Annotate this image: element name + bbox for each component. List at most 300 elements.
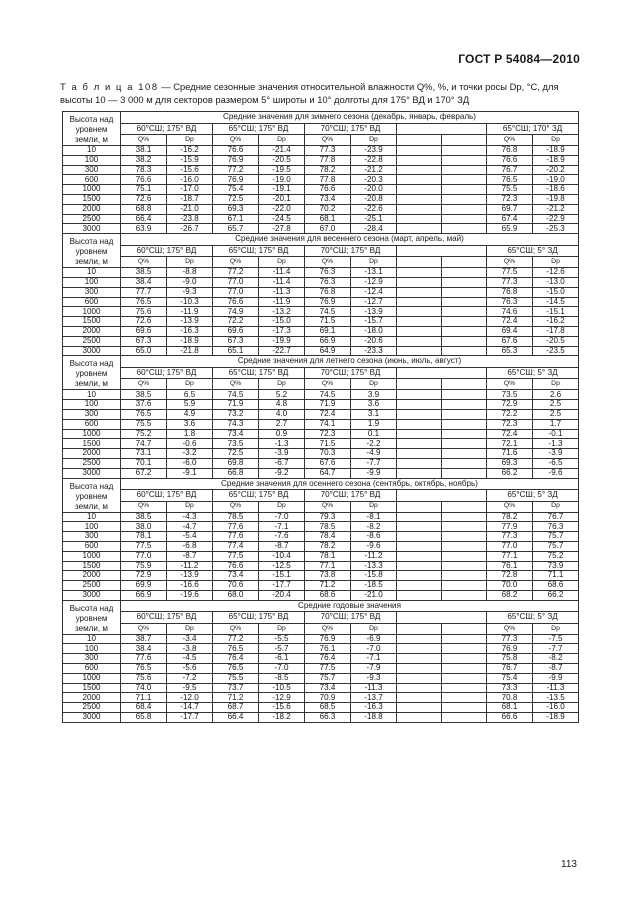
empty-subheader: [397, 257, 442, 268]
value-cell: -8.7: [259, 541, 305, 551]
value-cell: 77.3: [487, 634, 533, 644]
value-cell: -7.2: [167, 673, 213, 683]
value-cell: -4.5: [167, 654, 213, 664]
empty-cell: [397, 512, 442, 522]
value-cell: 69.7: [487, 204, 533, 214]
value-cell: 76.9: [213, 175, 259, 185]
height-cell: 100: [63, 155, 121, 165]
height-cell: 300: [63, 654, 121, 664]
value-cell: -15.6: [167, 165, 213, 175]
value-cell: 77.1: [487, 551, 533, 561]
value-cell: -11.9: [167, 307, 213, 317]
value-cell: -15.6: [259, 703, 305, 713]
value-cell: -22.6: [351, 204, 397, 214]
value-cell: 77.8: [305, 155, 351, 165]
value-cell: -7.1: [259, 522, 305, 532]
value-cell: -9.6: [351, 541, 397, 551]
value-cell: -9.2: [259, 468, 305, 478]
dewpoint-subheader: Dp: [533, 379, 579, 390]
value-cell: 72.3: [487, 194, 533, 204]
value-cell: 76.6: [121, 175, 167, 185]
quantity-header-row: [63, 135, 579, 146]
value-cell: -9.1: [167, 468, 213, 478]
empty-cell: [442, 683, 487, 693]
height-cell: 3000: [63, 590, 121, 600]
height-cell: 3000: [63, 224, 121, 234]
empty-cell: [397, 532, 442, 542]
humidity-subheader: Q%: [213, 623, 259, 634]
empty-cell: [442, 693, 487, 703]
table-row: [63, 297, 579, 307]
value-cell: -12.5: [259, 561, 305, 571]
value-cell: -12.4: [351, 287, 397, 297]
empty-cell: [397, 703, 442, 713]
value-cell: 73.1: [121, 449, 167, 459]
value-cell: -13.9: [167, 571, 213, 581]
value-cell: 73.4: [305, 683, 351, 693]
dewpoint-subheader: Dp: [167, 257, 213, 268]
empty-cell: [442, 317, 487, 327]
empty-cell: [397, 458, 442, 468]
empty-subheader: [397, 379, 442, 390]
value-cell: -20.5: [533, 336, 579, 346]
empty-cell: [442, 287, 487, 297]
empty-cell: [397, 683, 442, 693]
empty-cell: [397, 194, 442, 204]
value-cell: -15.7: [351, 317, 397, 327]
section-title: Средние значения для летнего сезона (июнь, июль, август): [121, 356, 579, 368]
empty-cell: [397, 522, 442, 532]
value-cell: 64.9: [305, 346, 351, 356]
value-cell: -18.9: [533, 713, 579, 723]
value-cell: 76.9: [305, 634, 351, 644]
zone-header: 60°СШ; 175° ВД: [121, 123, 213, 135]
value-cell: 72.4: [487, 317, 533, 327]
value-cell: 76.6: [305, 185, 351, 195]
empty-subheader: [397, 501, 442, 512]
value-cell: -8.7: [533, 664, 579, 674]
empty-subheader: [442, 623, 487, 634]
empty-cell: [442, 204, 487, 214]
dewpoint-subheader: Dp: [533, 257, 579, 268]
value-cell: 68.1: [305, 214, 351, 224]
value-cell: 66.9: [121, 590, 167, 600]
table-row: [63, 155, 579, 165]
value-cell: 71.2: [305, 581, 351, 591]
value-cell: 74.3: [213, 419, 259, 429]
table-row: [63, 571, 579, 581]
dewpoint-subheader: Dp: [167, 379, 213, 390]
empty-cell: [397, 561, 442, 571]
value-cell: 65.0: [121, 346, 167, 356]
height-cell: 600: [63, 541, 121, 551]
value-cell: 66.8: [213, 468, 259, 478]
table-row: [63, 346, 579, 356]
value-cell: 76.4: [213, 654, 259, 664]
value-cell: -10.4: [259, 551, 305, 561]
value-cell: 38.4: [121, 277, 167, 287]
height-cell: 100: [63, 277, 121, 287]
zone-header: 65°СШ; 175° ВД: [213, 123, 305, 135]
value-cell: 2.5: [533, 409, 579, 419]
value-cell: 66.2: [487, 468, 533, 478]
empty-cell: [397, 185, 442, 195]
value-cell: -15.8: [351, 571, 397, 581]
zone-header: 65°СШ; 175° ВД: [213, 490, 305, 502]
empty-cell: [442, 390, 487, 400]
humidity-subheader: Q%: [487, 379, 533, 390]
value-cell: -3.4: [167, 634, 213, 644]
empty-cell: [442, 654, 487, 664]
zone-header: 65°СШ; 5° ЗД: [487, 490, 579, 502]
value-cell: 63.9: [121, 224, 167, 234]
empty-cell: [397, 468, 442, 478]
table-row: [63, 551, 579, 561]
value-cell: 75.4: [487, 673, 533, 683]
empty-cell: [397, 419, 442, 429]
zone-header-row: [63, 123, 579, 135]
height-cell: 2000: [63, 204, 121, 214]
value-cell: -1.3: [533, 439, 579, 449]
dewpoint-subheader: Dp: [259, 379, 305, 390]
empty-cell: [442, 297, 487, 307]
height-cell: 1000: [63, 307, 121, 317]
height-column-header: Высота над уровнем земли, м: [63, 234, 121, 268]
page-number: 113: [561, 859, 577, 870]
height-cell: 1500: [63, 439, 121, 449]
humidity-subheader: Q%: [305, 379, 351, 390]
value-cell: -28.4: [351, 224, 397, 234]
value-cell: 74.0: [121, 683, 167, 693]
value-cell: -9.6: [533, 468, 579, 478]
empty-cell: [397, 326, 442, 336]
value-cell: 68.6: [305, 590, 351, 600]
zone-header: 70°СШ; 175° ВД: [305, 245, 397, 257]
value-cell: -18.9: [167, 336, 213, 346]
value-cell: -8.1: [351, 512, 397, 522]
value-cell: -15.0: [533, 287, 579, 297]
value-cell: 38.2: [121, 155, 167, 165]
value-cell: -11.9: [259, 297, 305, 307]
dewpoint-subheader: Dp: [533, 501, 579, 512]
empty-cell: [397, 634, 442, 644]
value-cell: -7.6: [259, 532, 305, 542]
value-cell: 77.5: [121, 541, 167, 551]
value-cell: 75.8: [487, 654, 533, 664]
value-cell: -0.1: [533, 429, 579, 439]
section-title-row: [63, 600, 579, 612]
value-cell: 38.1: [121, 146, 167, 156]
value-cell: 5.9: [167, 400, 213, 410]
table-row: [63, 429, 579, 439]
value-cell: 38.5: [121, 512, 167, 522]
value-cell: 76.4: [305, 654, 351, 664]
value-cell: 74.1: [305, 419, 351, 429]
value-cell: 78.5: [305, 522, 351, 532]
humidity-subheader: Q%: [213, 135, 259, 146]
value-cell: -3.8: [167, 644, 213, 654]
table-row: [63, 185, 579, 195]
value-cell: 76.8: [487, 146, 533, 156]
empty-cell: [442, 561, 487, 571]
empty-cell: [442, 644, 487, 654]
value-cell: 78.2: [487, 512, 533, 522]
table-row: [63, 175, 579, 185]
empty-cell: [442, 268, 487, 278]
table-row: [63, 541, 579, 551]
table-caption: [60, 80, 580, 106]
empty-column-header: [397, 245, 487, 257]
empty-cell: [442, 458, 487, 468]
empty-cell: [397, 224, 442, 234]
dewpoint-subheader: Dp: [351, 501, 397, 512]
value-cell: 74.7: [121, 439, 167, 449]
value-cell: 73.5: [487, 390, 533, 400]
value-cell: -9.9: [351, 468, 397, 478]
value-cell: 75.5: [121, 419, 167, 429]
value-cell: 78.2: [305, 541, 351, 551]
value-cell: 70.8: [487, 693, 533, 703]
empty-subheader: [442, 257, 487, 268]
height-cell: 3000: [63, 346, 121, 356]
value-cell: 76.6: [213, 146, 259, 156]
value-cell: 75.9: [121, 561, 167, 571]
table-row: [63, 224, 579, 234]
value-cell: 69.4: [487, 326, 533, 336]
value-cell: 65.3: [487, 346, 533, 356]
value-cell: -25.3: [533, 224, 579, 234]
table-row: [63, 532, 579, 542]
value-cell: 71.9: [213, 400, 259, 410]
value-cell: 68.6: [533, 581, 579, 591]
empty-subheader: [397, 623, 442, 634]
height-cell: 2000: [63, 693, 121, 703]
height-cell: 300: [63, 165, 121, 175]
value-cell: -0.6: [167, 439, 213, 449]
value-cell: 67.6: [305, 458, 351, 468]
value-cell: -6.0: [167, 458, 213, 468]
value-cell: -12.9: [351, 277, 397, 287]
value-cell: -18.9: [533, 146, 579, 156]
value-cell: -8.5: [259, 673, 305, 683]
value-cell: 76.7: [533, 512, 579, 522]
value-cell: 72.9: [487, 400, 533, 410]
value-cell: 2.5: [533, 400, 579, 410]
table-row: [63, 512, 579, 522]
value-cell: -11.2: [351, 551, 397, 561]
value-cell: 78.3: [121, 165, 167, 175]
value-cell: 72.5: [213, 449, 259, 459]
empty-column-header: [397, 123, 487, 135]
value-cell: -9.5: [167, 683, 213, 693]
height-cell: 100: [63, 644, 121, 654]
zone-header: 70°СШ; 175° ВД: [305, 367, 397, 379]
value-cell: -8.2: [533, 654, 579, 664]
value-cell: 76.8: [305, 287, 351, 297]
quantity-header-row: [63, 501, 579, 512]
value-cell: 75.7: [533, 532, 579, 542]
value-cell: 38.7: [121, 634, 167, 644]
value-cell: -19.8: [533, 194, 579, 204]
zone-header: 65°СШ; 175° ВД: [213, 612, 305, 624]
value-cell: 72.1: [487, 439, 533, 449]
value-cell: -18.6: [533, 185, 579, 195]
value-cell: 75.5: [213, 673, 259, 683]
table-row: [63, 644, 579, 654]
value-cell: 65.7: [213, 224, 259, 234]
dewpoint-subheader: Dp: [533, 135, 579, 146]
value-cell: 77.5: [213, 551, 259, 561]
value-cell: 77.9: [487, 522, 533, 532]
value-cell: 68.5: [305, 703, 351, 713]
value-cell: -3.9: [259, 449, 305, 459]
height-cell: 10: [63, 634, 121, 644]
empty-cell: [442, 571, 487, 581]
value-cell: -6.1: [259, 654, 305, 664]
table-row: [63, 468, 579, 478]
section-title-row: [63, 234, 579, 246]
value-cell: -16.2: [533, 317, 579, 327]
empty-cell: [442, 551, 487, 561]
value-cell: 67.1: [213, 214, 259, 224]
height-cell: 3000: [63, 713, 121, 723]
value-cell: 72.2: [487, 409, 533, 419]
value-cell: 0.9: [259, 429, 305, 439]
table-caption-text: — Средние сезонные значения относительной влажности Q%, %, и точки росы Dp, °С, для высоты 10 — 3 000 м для секторов размером 5° широты и 10° долготы для 175° ВД и 170° ЗД: [60, 81, 559, 105]
value-cell: 73.3: [487, 683, 533, 693]
value-cell: 3.6: [167, 419, 213, 429]
quantity-header-row: [63, 623, 579, 634]
value-cell: 77.0: [213, 277, 259, 287]
dewpoint-subheader: Dp: [259, 623, 305, 634]
value-cell: -20.0: [351, 185, 397, 195]
value-cell: -11.4: [259, 268, 305, 278]
value-cell: 77.2: [213, 268, 259, 278]
empty-cell: [442, 307, 487, 317]
empty-cell: [442, 664, 487, 674]
value-cell: 77.3: [487, 277, 533, 287]
value-cell: 76.3: [533, 522, 579, 532]
table-row: [63, 277, 579, 287]
value-cell: -1.3: [259, 439, 305, 449]
zone-header: 65°СШ; 5° ЗД: [487, 367, 579, 379]
empty-cell: [397, 541, 442, 551]
value-cell: -22.8: [351, 155, 397, 165]
height-cell: 1000: [63, 551, 121, 561]
empty-column-header: [397, 612, 487, 624]
table-row: [63, 522, 579, 532]
humidity-subheader: Q%: [121, 379, 167, 390]
value-cell: 76.5: [121, 409, 167, 419]
value-cell: -11.3: [259, 287, 305, 297]
value-cell: 37.6: [121, 400, 167, 410]
value-cell: -10.5: [259, 683, 305, 693]
section-title: Средние годовые значения: [121, 600, 579, 612]
value-cell: -12.0: [167, 693, 213, 703]
height-cell: 1500: [63, 561, 121, 571]
humidity-subheader: Q%: [121, 257, 167, 268]
empty-cell: [442, 326, 487, 336]
empty-cell: [442, 175, 487, 185]
section-title-row: [63, 478, 579, 490]
zone-header-row: [63, 367, 579, 379]
value-cell: 77.2: [213, 634, 259, 644]
empty-cell: [397, 346, 442, 356]
table-row: [63, 287, 579, 297]
value-cell: -18.7: [167, 194, 213, 204]
table-row: [63, 458, 579, 468]
value-cell: 72.4: [305, 409, 351, 419]
value-cell: 38.4: [121, 644, 167, 654]
value-cell: -7.7: [351, 458, 397, 468]
value-cell: -21.0: [351, 590, 397, 600]
empty-cell: [442, 532, 487, 542]
height-cell: 100: [63, 522, 121, 532]
value-cell: 69.3: [213, 204, 259, 214]
value-cell: -25.1: [351, 214, 397, 224]
value-cell: 71.9: [305, 400, 351, 410]
humidity-subheader: Q%: [121, 501, 167, 512]
value-cell: 73.2: [213, 409, 259, 419]
empty-cell: [442, 146, 487, 156]
table-row: [63, 693, 579, 703]
value-cell: 78.1: [305, 551, 351, 561]
value-cell: 3.6: [351, 400, 397, 410]
value-cell: 76.9: [305, 297, 351, 307]
zone-header-row: [63, 490, 579, 502]
table-row: [63, 214, 579, 224]
empty-cell: [442, 155, 487, 165]
value-cell: -12.6: [533, 268, 579, 278]
value-cell: -21.2: [351, 165, 397, 175]
value-cell: -13.7: [351, 693, 397, 703]
value-cell: 71.5: [305, 317, 351, 327]
value-cell: 65.8: [121, 713, 167, 723]
table-row: [63, 317, 579, 327]
empty-cell: [442, 703, 487, 713]
value-cell: 79.3: [305, 512, 351, 522]
empty-cell: [397, 449, 442, 459]
value-cell: 72.4: [487, 429, 533, 439]
zone-header: 65°СШ; 175° ВД: [213, 245, 305, 257]
zone-header: 65°СШ; 175° ВД: [213, 367, 305, 379]
value-cell: -16.0: [533, 703, 579, 713]
value-cell: 67.3: [121, 336, 167, 346]
empty-cell: [397, 693, 442, 703]
height-cell: 300: [63, 409, 121, 419]
empty-cell: [397, 155, 442, 165]
value-cell: 71.1: [533, 571, 579, 581]
value-cell: 70.2: [305, 204, 351, 214]
empty-cell: [442, 419, 487, 429]
zone-header-row: [63, 245, 579, 257]
value-cell: 71.2: [213, 693, 259, 703]
humidity-subheader: Q%: [213, 257, 259, 268]
value-cell: -11.3: [533, 683, 579, 693]
value-cell: 68.8: [121, 204, 167, 214]
value-cell: -12.7: [351, 297, 397, 307]
value-cell: 69.8: [213, 458, 259, 468]
value-cell: 76.5: [121, 297, 167, 307]
humidity-subheader: Q%: [213, 501, 259, 512]
empty-cell: [397, 654, 442, 664]
value-cell: 75.5: [487, 185, 533, 195]
empty-cell: [397, 268, 442, 278]
empty-subheader: [442, 379, 487, 390]
height-cell: 10: [63, 268, 121, 278]
value-cell: 76.8: [487, 287, 533, 297]
value-cell: 75.6: [121, 673, 167, 683]
